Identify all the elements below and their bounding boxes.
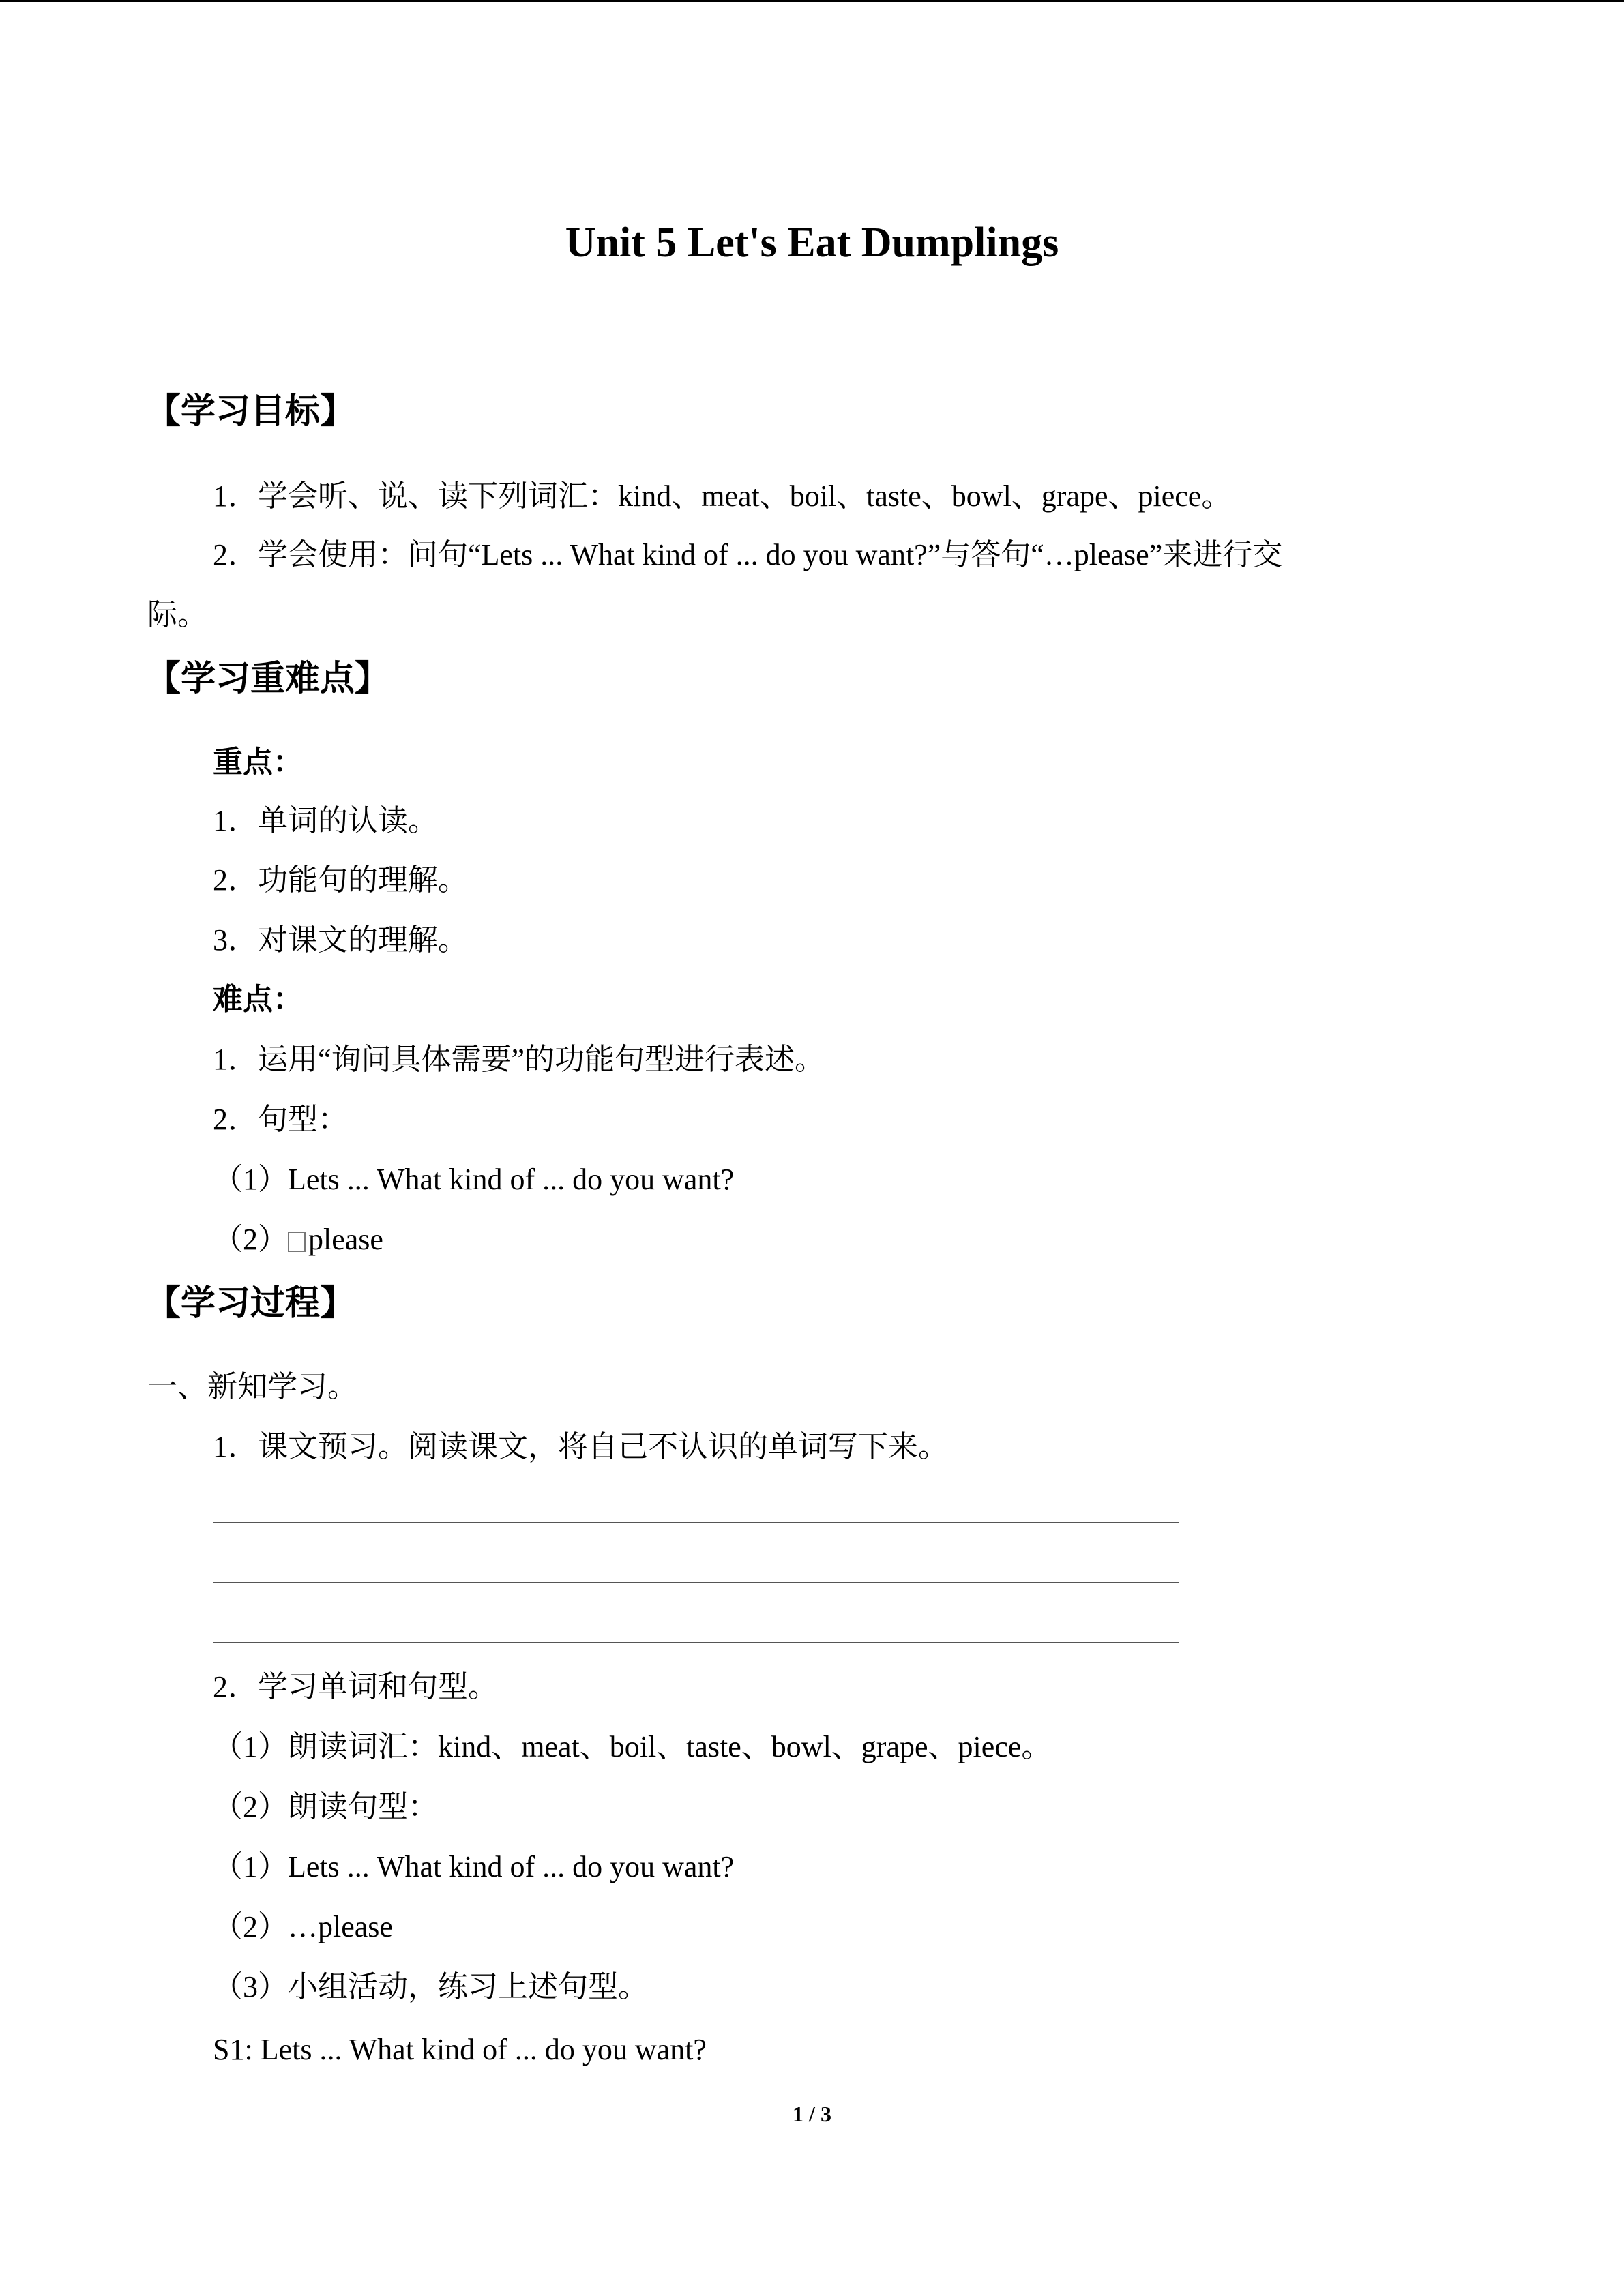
process-read-vocab: （1）朗读词汇：kind、meat、boil、taste、bowl、grape、piece。 <box>213 1730 1052 1763</box>
answer-writing-line-2[interactable] <box>213 1582 1179 1583</box>
process-part-1: 一、新知学习。 <box>147 1370 357 1403</box>
goal-item-2-line1: 2．学会使用：问句“Lets ... What kind of ... do you want?”与答句“…please”来进行交 <box>213 538 1283 571</box>
section-heading-key-points: 【学习重难点】 <box>146 660 390 698</box>
process-pattern-1: （1）Lets ... What kind of ... do you want? <box>213 1850 735 1883</box>
goal-item-2 <box>147 525 1481 645</box>
process-read-patterns: （2）朗读句型： <box>213 1790 438 1823</box>
page-title: Unit 5 Let's Eat Dumplings <box>565 220 1059 266</box>
focus-item-2: 2．功能句的理解。 <box>213 863 468 897</box>
goal-item-1: 1．学会听、说、读下列词汇：kind、meat、boil、taste、bowl、grape、piece。 <box>213 479 1232 513</box>
difficulty-pattern-2 <box>213 1219 383 1260</box>
difficulty-item-1: 1．运用“询问具体需要”的功能句型进行表述。 <box>213 1043 825 1076</box>
page-top-border <box>0 0 1624 2</box>
process-group-activity: （3）小组活动，练习上述句型。 <box>213 1970 648 2003</box>
process-pattern-2: （2）…please <box>213 1910 393 1943</box>
difficulty-item-2: 2．句型： <box>213 1103 348 1136</box>
section-heading-goals: 【学习目标】 <box>146 393 355 431</box>
focus-item-3: 3．对课文的理解。 <box>213 923 468 957</box>
dialogue-s1: S1: Lets ... What kind of ... do you want? <box>213 2033 707 2066</box>
section-heading-process: 【学习过程】 <box>146 1285 355 1323</box>
focus-label: 重点： <box>213 745 303 779</box>
missing-glyph-box-icon <box>288 1232 306 1252</box>
answer-writing-line-3[interactable] <box>213 1642 1179 1643</box>
difficulty-label: 难点： <box>213 983 303 1016</box>
process-step-2: 2．学习单词和句型。 <box>213 1670 498 1703</box>
process-step-1: 1．课文预习。阅读课文，将自己不认识的单词写下来。 <box>213 1430 948 1463</box>
answer-writing-line-1[interactable] <box>213 1522 1179 1523</box>
goal-item-2-line2: 际。 <box>147 598 207 631</box>
difficulty-pattern-2-prefix: （2） <box>213 1223 288 1256</box>
focus-item-1: 1．单词的认读。 <box>213 804 438 837</box>
difficulty-pattern-2-suffix: please <box>308 1223 383 1256</box>
difficulty-pattern-1: （1）Lets ... What kind of ... do you want? <box>213 1163 735 1196</box>
page-number: 1 / 3 <box>793 2102 831 2126</box>
